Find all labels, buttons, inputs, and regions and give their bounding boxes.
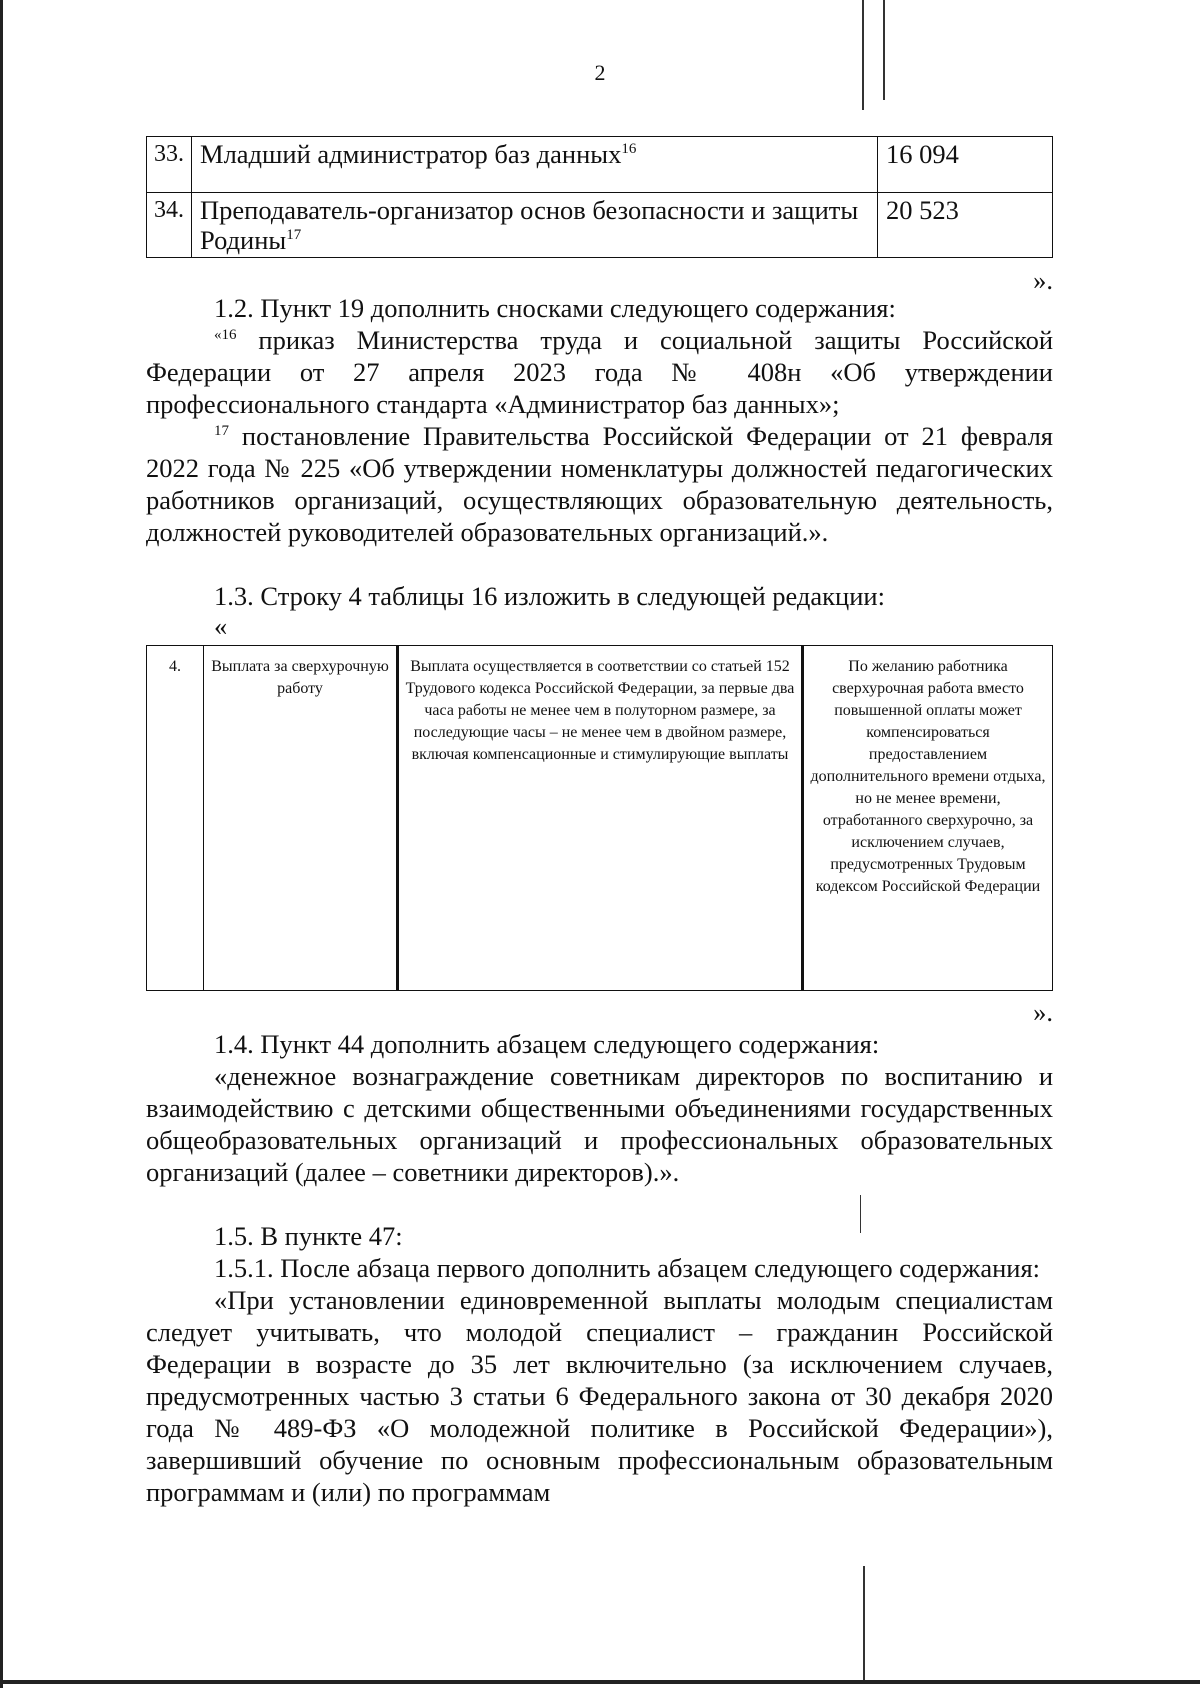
scan-artifact-line	[863, 1566, 865, 1680]
scan-edge-bottom	[0, 1680, 1200, 1684]
footnote-17: $^{17}$ постановление Правительства Российской Федерации от 21 февраля 2022 года № 225 «Об утверждении номенклатуры должностей педагогических работников организаций, осуществляющих образовательную деятельность, должностей руководителей образовательных организаций.».	[146, 421, 1053, 547]
positions-table	[146, 136, 1053, 258]
footnote-mark: 16	[621, 141, 637, 158]
closing-quote: ».	[1033, 997, 1053, 1027]
payment-name: Выплата за сверхурочную работу	[204, 646, 398, 991]
section-heading: 1.5. В пункте 47:	[214, 1221, 403, 1251]
table-row	[147, 137, 1053, 193]
subsection-heading: 1.5.1. После абзаца первого дополнить абзацем следующего содержания:	[214, 1253, 1040, 1283]
row-number: 4.	[147, 646, 204, 991]
payment-condition: Выплата осуществляется в соответствии со статьей 152 Трудового кодекса Российской Федерации, за первые два часа работы не менее чем в полуторном размере, за последующие часы – не менее чем в двойном размере, включая компенсационные и стимулирующие выплаты	[398, 646, 803, 991]
salary-value: 16 094	[878, 137, 1053, 193]
payment-note: По желанию работника сверхурочная работа вместо повышенной оплаты может компенсироваться предоставлением дополнительного времени отдыха, но не менее времени, отработанного сверхурочно, за исключением случаев, предусмотренных Трудовым кодексом Российской Федерации	[803, 646, 1053, 991]
salary-value: 20 523	[878, 193, 1053, 258]
paragraph: «денежное вознаграждение советникам директоров по воспитанию и взаимодействию с детскими общественными объединениями государственных общеобразовательных организаций и профессиональных образовательных организаций (далее – советники директоров).».	[146, 1061, 1053, 1187]
table-16-row-4	[146, 645, 1053, 991]
position-name: Преподаватель-организатор основ безопасности и защиты Родины$^{17}$	[192, 193, 878, 258]
section-1-2	[146, 292, 1053, 548]
paragraph: «При установлении единовременной выплаты молодым специалистам следует учитывать, что молодой специалист – гражданин Российской Федерации в возрасте до 35 лет включительно (за исключением случаев, предусмотренных частью 3 статьи 6 Федерального закона от 30 декабря 2020 года № 489-ФЗ «О молодежной политике в Российской Федерации»), завершивший обучение по основным профессиональным образовательным программам и (или) по программам	[146, 1285, 1053, 1507]
section-1-4	[146, 1028, 1053, 1188]
section-heading: 1.3. Строку 4 таблицы 16 изложить в следующей редакции:	[214, 581, 885, 611]
opening-quote: «	[214, 611, 228, 641]
row-number: 33.	[147, 137, 192, 193]
footnote-mark: 17	[286, 227, 302, 244]
section-heading: 1.4. Пункт 44 дополнить абзацем следующего содержания:	[214, 1029, 880, 1059]
row-number: 34.	[147, 193, 192, 258]
section-heading: 1.2. Пункт 19 дополнить сносками следующего содержания:	[214, 293, 896, 323]
footnote-16: $^{«16}$ приказ Министерства труда и социальной защиты Российской Федерации от 27 апреля 2023 года № 408н «Об утверждении профессионального стандарта «Администратор баз данных»;	[146, 325, 1053, 419]
scan-edge-left	[0, 0, 3, 1688]
section-1-5	[146, 1220, 1053, 1508]
page-number: 2	[594, 60, 606, 85]
closing-quote: ».	[1033, 265, 1053, 295]
section-1-3	[146, 580, 1053, 640]
position-name: Младший администратор баз данных$^{16}$	[192, 137, 878, 193]
table-row	[147, 646, 1053, 991]
table-row	[147, 193, 1053, 258]
scan-artifact-line	[862, 0, 864, 110]
